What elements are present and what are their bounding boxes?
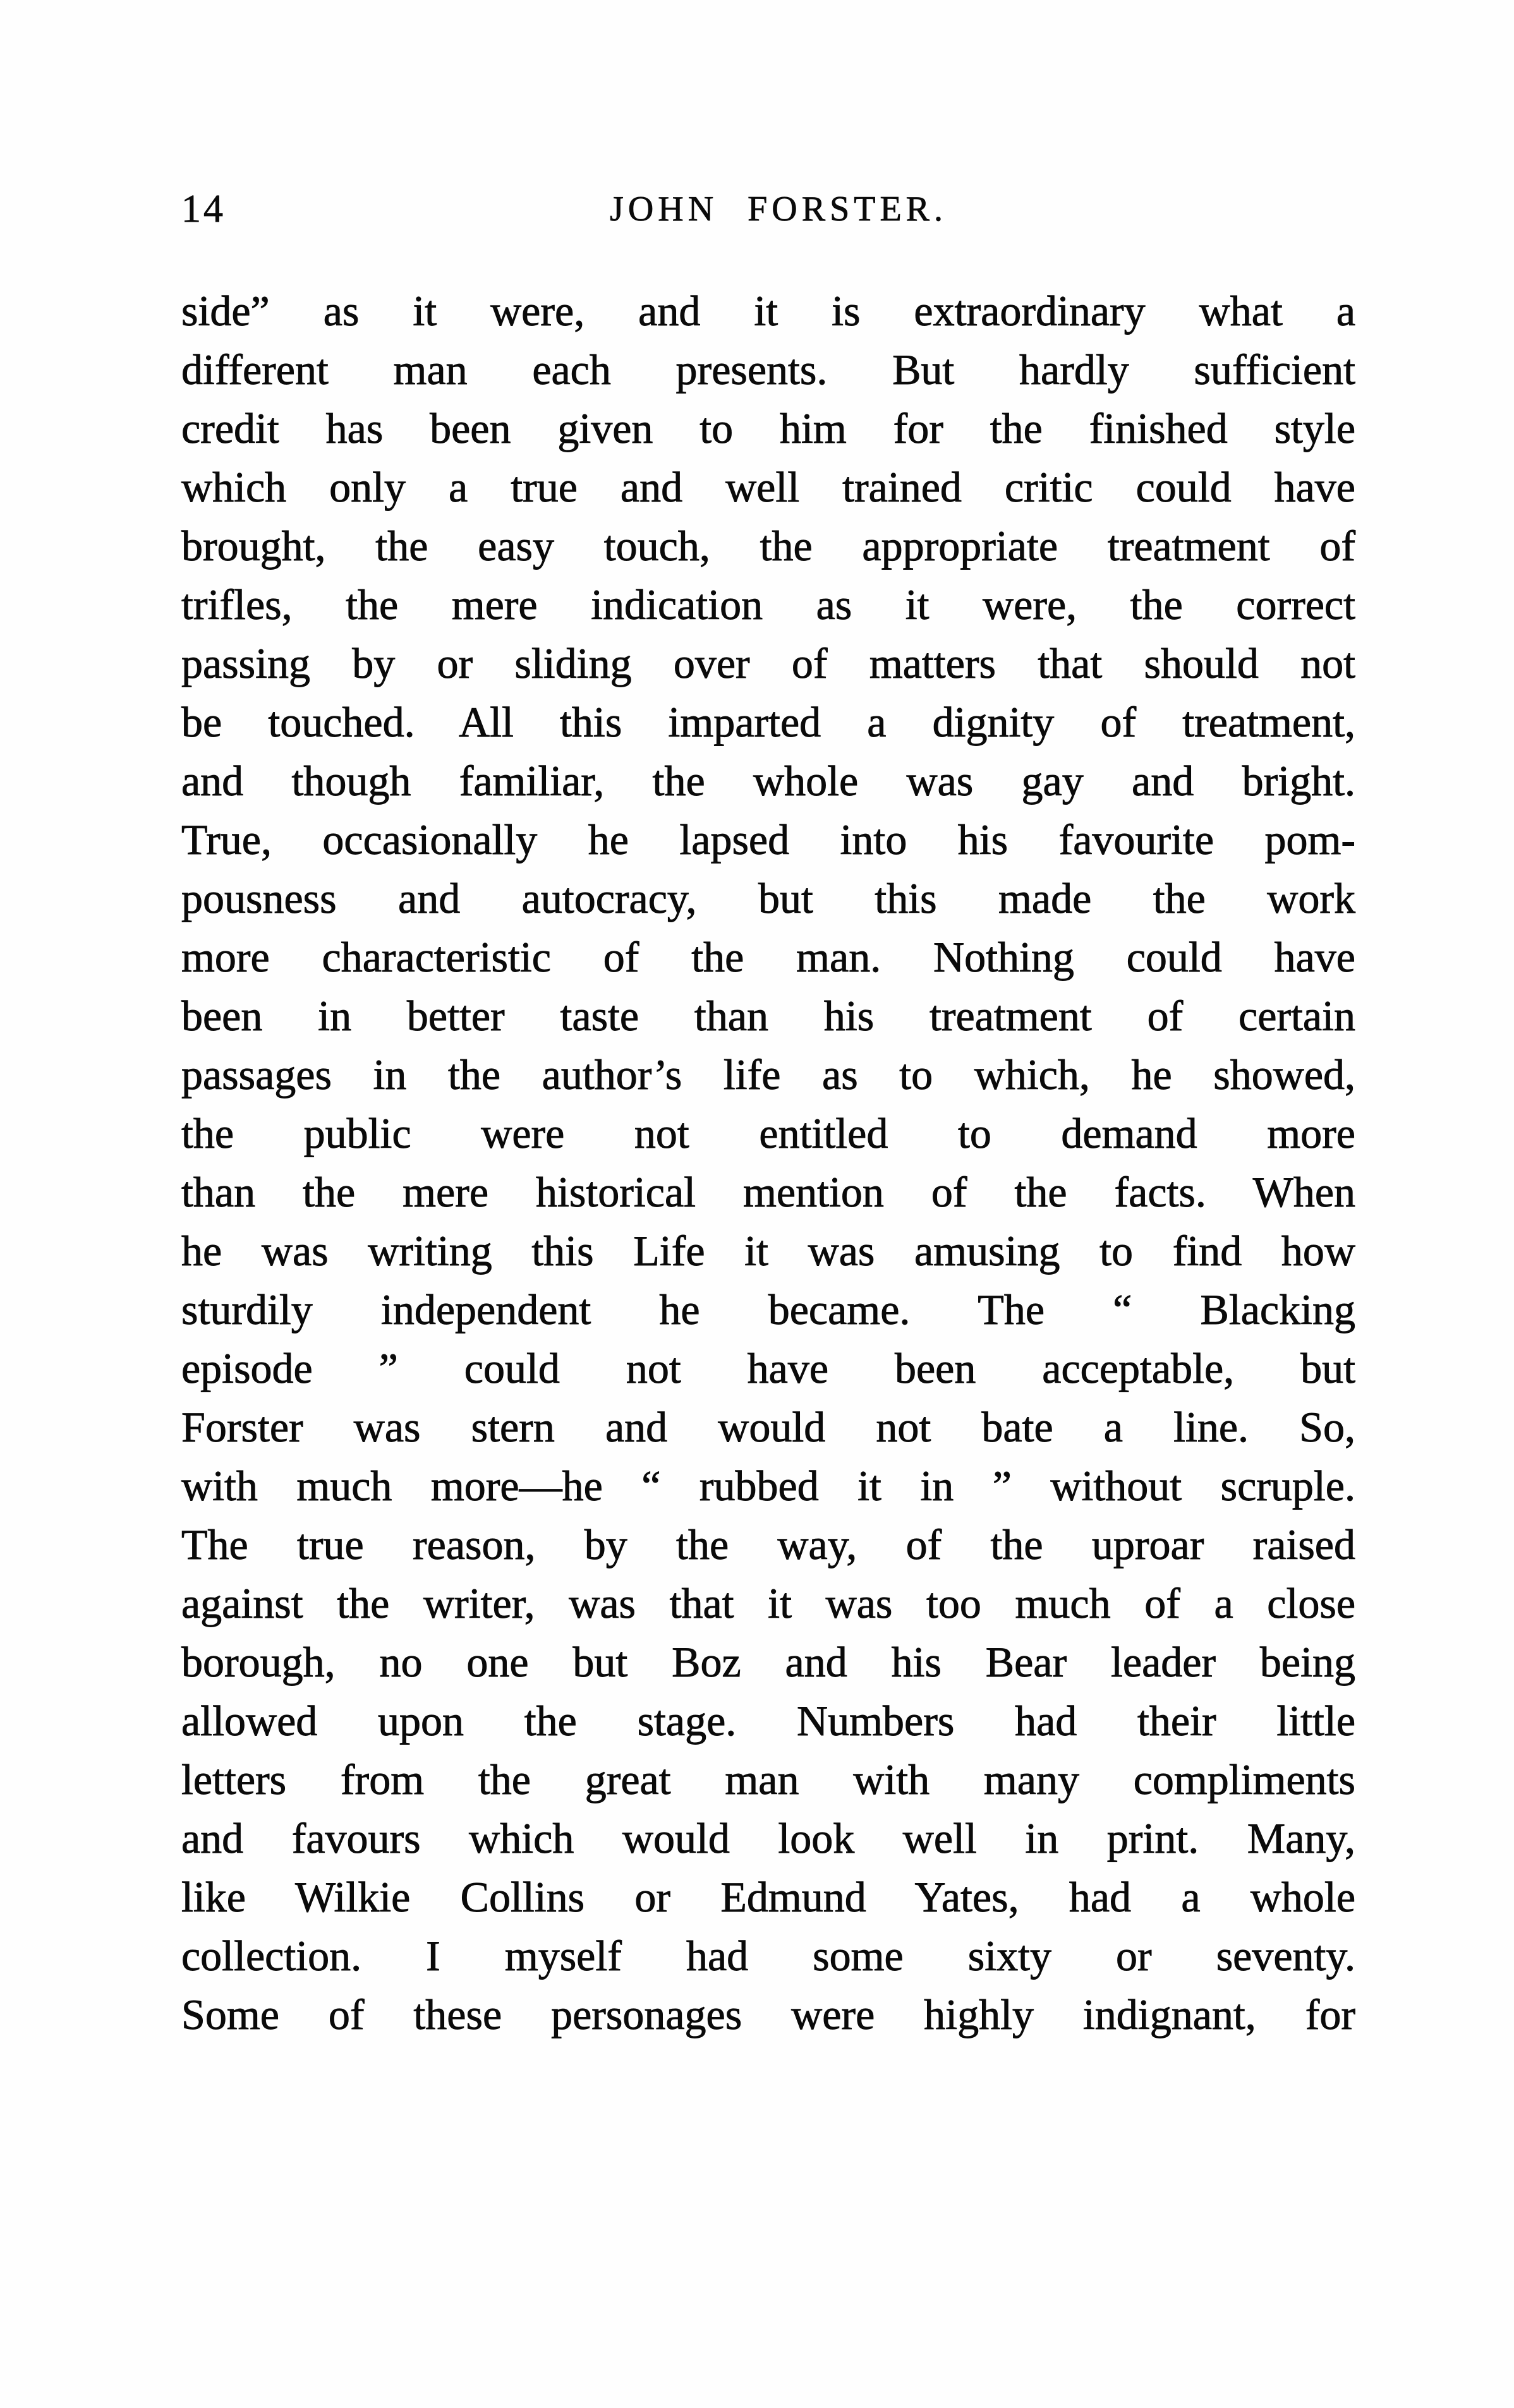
text-line: brought, the easy touch, the appropriate treatment of	[181, 522, 1355, 570]
text-line: passing by or sliding over of matters that should not	[181, 639, 1355, 687]
text-line: and favours which would look well in print. Many,	[181, 1814, 1355, 1862]
text-line: letters from the great man with many compliments	[181, 1755, 1355, 1803]
text-line: like Wilkie Collins or Edmund Yates, had a whole	[181, 1873, 1355, 1921]
running-title: JOHN FORSTER.	[610, 190, 948, 229]
text-line: The true reason, by the way, of the uproar raised	[181, 1520, 1355, 1568]
text-line: pousness and autocracy, but this made the work	[181, 874, 1355, 922]
page-number: 14	[181, 188, 226, 231]
text-line: borough, no one but Boz and his Bear leader being	[181, 1638, 1355, 1686]
text-line: Forster was stern and would not bate a line. So,	[181, 1403, 1355, 1451]
text-line: which only a true and well trained critic could have	[181, 463, 1355, 511]
text-line: more characteristic of the man. Nothing could have	[181, 933, 1355, 981]
text-line: passages in the author’s life as to which, he showed,	[181, 1050, 1355, 1099]
body-text	[181, 282, 1355, 2044]
text-line: trifles, the mere indication as it were, the correct	[181, 581, 1355, 629]
text-line: episode ” could not have been acceptable, but	[181, 1344, 1355, 1392]
text-line: the public were not entitled to demand more	[181, 1109, 1355, 1157]
text-line: credit has been given to him for the finished style	[181, 404, 1355, 452]
text-line: different man each presents. But hardly sufficient	[181, 346, 1355, 394]
text-line: against the writer, was that it was too much of a close	[181, 1579, 1355, 1627]
text-line: collection. I myself had some sixty or seventy.	[181, 1932, 1355, 1980]
text-line: with much more—he “ rubbed it in ” without scruple.	[181, 1462, 1355, 1510]
text-line: sturdily independent he became. The “ Blacking	[181, 1285, 1355, 1333]
text-line: allowed upon the stage. Numbers had their little	[181, 1697, 1355, 1745]
text-line: True, occasionally he lapsed into his favourite pom-	[181, 816, 1355, 864]
text-line: Some of these personages were highly indignant, for	[181, 1990, 1355, 2038]
text-line: and though familiar, the whole was gay and bright.	[181, 757, 1355, 805]
text-line: side” as it were, and it is extraordinary what a	[181, 287, 1355, 335]
text-line: be touched. All this imparted a dignity of treatment,	[181, 698, 1355, 746]
text-line: than the mere historical mention of the facts. When	[181, 1168, 1355, 1216]
page-header	[181, 187, 1355, 238]
text-line: he was writing this Life it was amusing to find how	[181, 1227, 1355, 1275]
text-line: been in better taste than his treatment of certain	[181, 992, 1355, 1040]
